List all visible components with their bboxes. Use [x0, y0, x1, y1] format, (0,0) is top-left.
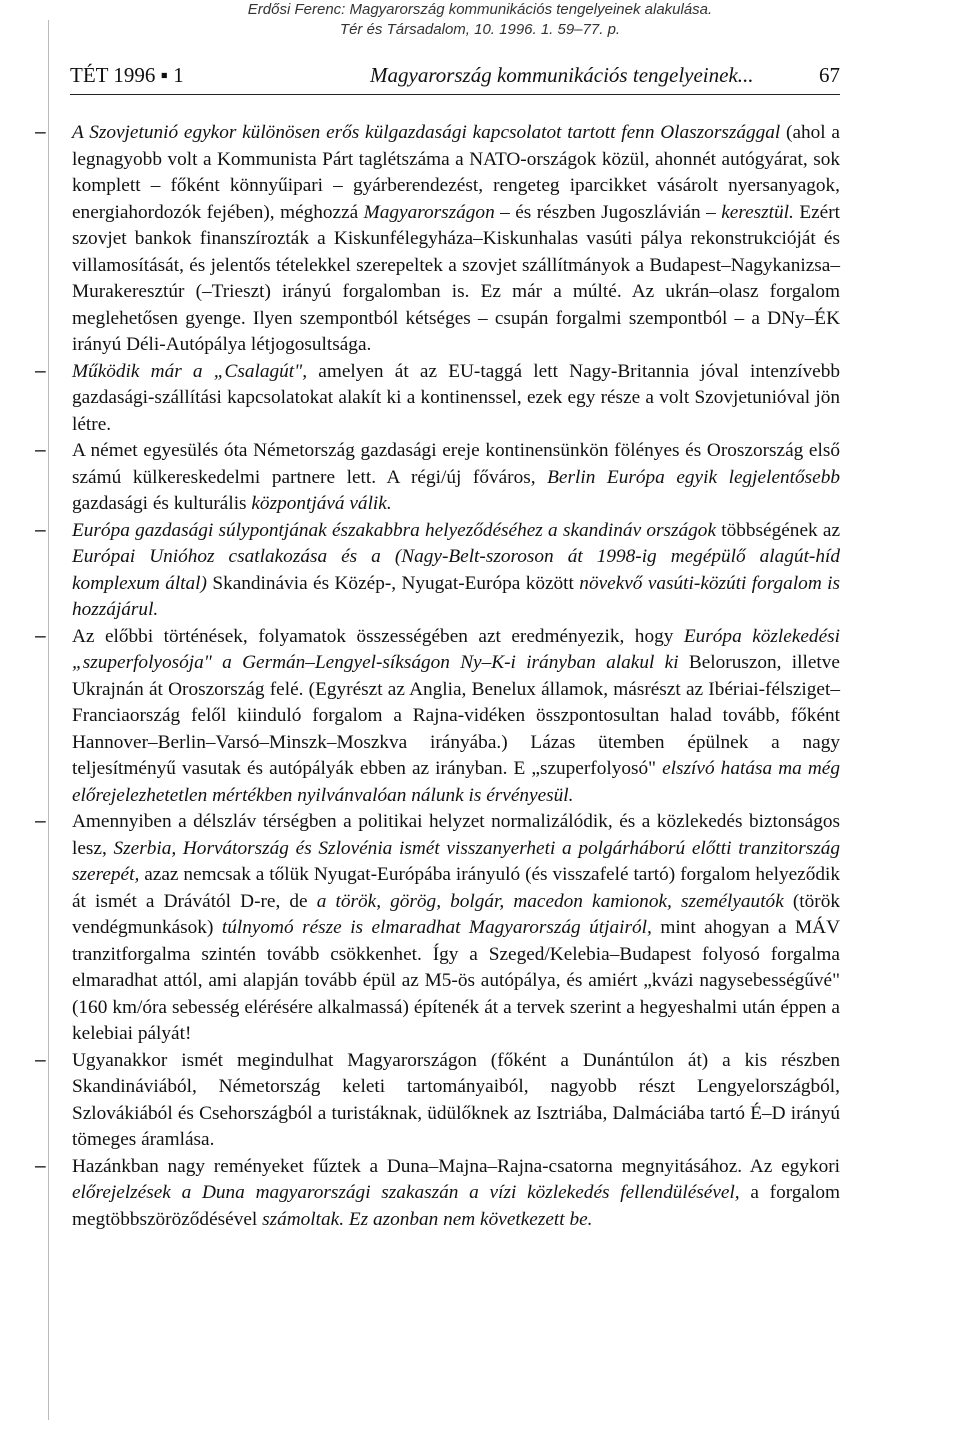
italic-text: számoltak. Ez azonban nem következett be. [262, 1208, 593, 1230]
italic-text: elszívó hatása ma még előrejelezhetetlen mértékben nyilvánvalóan nálunk is érvényesül. [72, 758, 840, 806]
bullet-dash: – [35, 1155, 46, 1177]
text: A német egyesülés óta Németország gazdasági ereje kontinensünkön fölényes és Oroszország első számú külkereskedelmi partnere lett. A régi/új főváros, [72, 440, 840, 488]
citation-line-2: Tér és Társadalom, 10. 1996. 1. 59–77. p. [339, 21, 621, 38]
paragraph [35, 359, 840, 439]
italic-text: a török, görög, bolgár, macedon kamionok, személyautók [316, 890, 784, 912]
paragraph [35, 518, 841, 624]
text: Ugyanakkor ismét megindulhat Magyarországon (főként a Dunántúlon át) a kis részben Skandináviából, Németország keleti tartományaiból, nagyobb részt Lengyelországból, Szlovákiából és Csehországból a turistáknak, üdülőknek az Isztriába, Dalmáciába tartó É–D irányú tömeges áramlása. [72, 1049, 840, 1150]
italic-text: keresztül. [721, 201, 794, 223]
italic-text: túlnyomó része is elmaradhat Magyarország útjairól, [221, 917, 652, 938]
journal-issue: TÉT 1996 ▪ 1 [70, 63, 184, 87]
text: többségének az [716, 519, 841, 541]
italic-text: Szerbia, Horvátország és Szlovénia ismét visszanyerheti a polgárháború előtti tranzitország szerepét, [72, 837, 840, 885]
italic-text: Európai Unióhoz csatlakozása és a (Nagy-Belt-szoroson át 1998-ig megépülő alagút-híd komplexum által) [72, 546, 840, 594]
text: Beloruszon, illetve Ukrajnán át Oroszország felé. (Egyrészt az Anglia, Benelux államok, másrészt az Ibériai-félsziget–Franciaország felől kiinduló forgalom a Rajna-vidéken összpontosultan halad tovább, főként Hannover–Berlin–Varsó–Minszk–Moszkva irányába.) Lázas ütemben épülnek a nagy teljesítményű vasutak és autópályák ebben az irányban. E „szuperfolyosó" [72, 652, 840, 779]
bullet-dash: – [35, 360, 46, 382]
text: mint ahogyan a MÁV tranzitforgalma szintén tovább csökkenhet. Így a Szeged/Kelebia–Budapest folyosó forgalma elmaradhat attól, ami alapján tovább épül az M5-ös autópálya, és amiért „kvázi nagysebességűvé" (160 km/óra sebesség elérésére alkalmassá) építenék át a tervek szerint a hegyeshalmi után éppen a kelebiai pályát! [72, 917, 840, 1044]
citation-block [0, 0, 960, 40]
text: Amennyiben a délszláv térségben a politikai helyzet normalizálódik, és a közlekedés biztonságos lesz, [72, 811, 840, 859]
text: Ezért szovjet bankok finanszírozták a Kiskunfélegyháza–Kiskunhalas vasúti pálya rekonstrukcióját és villamosítását, és jelentős tételekkel szerepeltek a szovjet szállítmányok a Budapest–Nagykanizsa–Murakeresztúr (–Trieszt) irányú forgalomban is. Ez már a múlté. Az ukrán–olasz forgalom meglehetősen gyenge. Ilyen szempontból kétséges – csupán forgalmi szempontból – a DNy–ÉK irányú Déli-Autópálya létjogosultsága. [72, 201, 840, 355]
citation-line-1: Erdősi Ferenc: Magyarország kommunikációs tengelyeinek alakulása. [247, 1, 713, 18]
paragraph [35, 1048, 840, 1154]
italic-text: Berlin Európa egyik legjelentősebb [547, 466, 840, 488]
text: Skandinávia és Közép-, Nyugat-Európa között [206, 572, 580, 594]
text: – és részben Jugoszlávián – [494, 201, 722, 223]
text: Az előbbi történések, folyamatok összességében azt eredményezik, hogy [72, 625, 684, 647]
bullet-dash: – [35, 122, 46, 143]
italic-text: Magyarországon [363, 201, 495, 223]
page-header [70, 62, 840, 95]
italic-text: központjává válik. [251, 493, 392, 514]
italic-text: Működik már a „Csalagút", [72, 360, 308, 382]
paragraph [35, 624, 840, 810]
text: (török vendégmunkások) [72, 890, 840, 938]
bullet-dash: – [35, 625, 46, 647]
paragraph [35, 1154, 840, 1234]
text: Hazánkban nagy reményeket fűztek a Duna–Majna–Rajna-csatorna megnyitásához. Az egykori [72, 1155, 840, 1177]
margin-rule [48, 20, 49, 1420]
text: azaz nemcsak a tőlük Nyugat-Európába irányuló (és visszafelé tartó) forgalom helyeződik át ismét a Drávától D-re, de [72, 864, 840, 912]
italic-text: A Szovjetunió egykor különösen erős külgazdasági kapcsolatot tartott fenn Olaszországgal [72, 122, 781, 143]
italic-text: előrejelzések a Duna magyarországi szakaszán a vízi közlekedés fellendülésével, [72, 1182, 740, 1203]
bullet-dash: – [35, 811, 46, 832]
italic-text: Európa közlekedési „szuperfolyosója" a Germán–Lengyel-síkságon Ny–K-i irányban alakul ki [72, 625, 840, 673]
text: a forgalom megtöbbszöröződésével [72, 1182, 840, 1230]
bullet-dash: – [35, 1049, 46, 1071]
bullet-dash: – [35, 440, 46, 461]
paragraph [35, 438, 840, 518]
text: gazdasági és kulturális [72, 493, 252, 514]
paragraph [35, 120, 840, 359]
italic-text: Európa gazdasági súlypontjának északabbra helyeződéséhez a skandináv országok [72, 519, 717, 541]
text: amelyen át az EU-taggá lett Nagy-Britannia jóval intenzívebb gazdasági-szállítási kapcsolatokat alakít ki a kontinenssel, ezek egy része a volt Szovjetunióval jön létre. [72, 360, 840, 435]
italic-text: növekvő vasúti-közúti forgalom is hozzájárul. [72, 572, 840, 620]
body-text [35, 120, 841, 1233]
page-number: 67 [819, 63, 840, 87]
bullet-dash: – [35, 519, 46, 541]
paragraph [35, 809, 840, 1048]
text: (ahol a legnagyobb volt a Kommunista Párt taglétszáma a NATO-országok közül, ahonnét autógyárat, sok komplett – főként könnyűipari – gyárberendezést, rengeteg iparcikket vásárolt nyersanyagok, energiahordozók fejében), méghozzá [72, 122, 840, 223]
running-title: Magyarország kommunikációs tengelyeinek... [370, 63, 754, 87]
